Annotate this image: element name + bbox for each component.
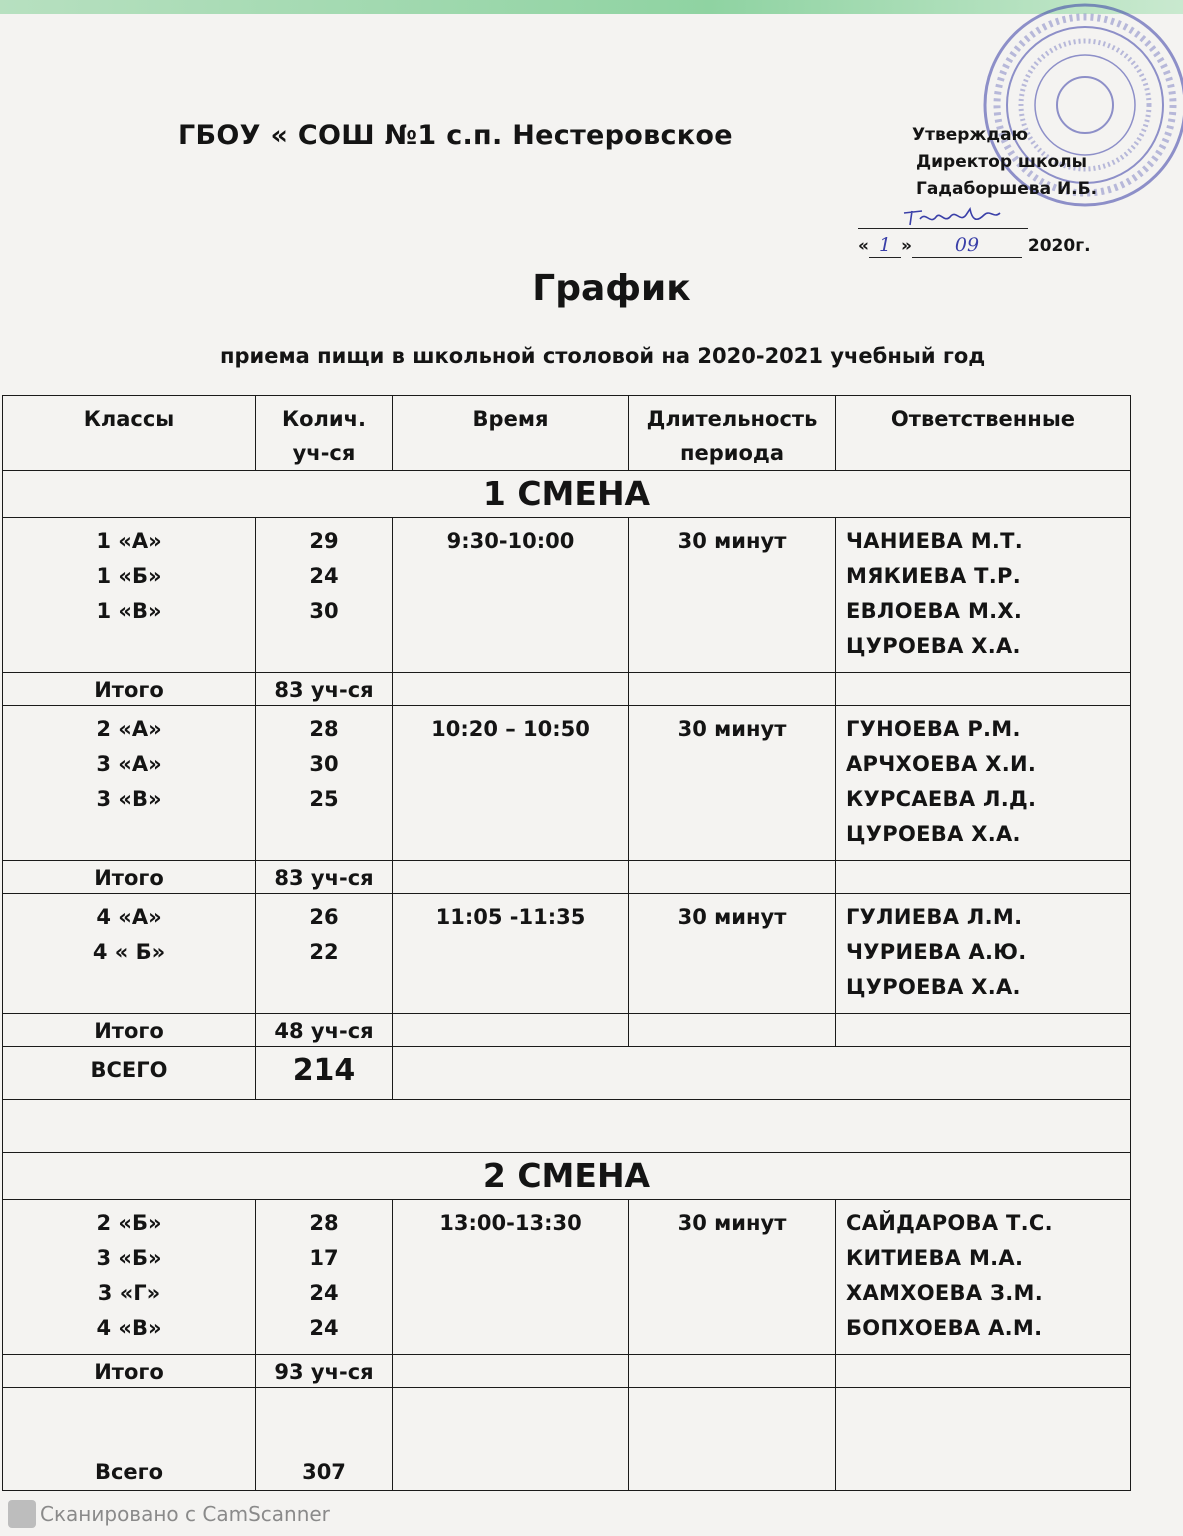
subtotal-label: Итого <box>3 673 256 706</box>
responsible-staff-line: ЦУРОЕВА Х.А. <box>846 975 1021 999</box>
spacer <box>3 1100 1131 1153</box>
table-header <box>3 396 1131 471</box>
responsible-staff-line: ГУЛИЕВА Л.М. <box>846 905 1023 929</box>
shift-row <box>3 471 1131 518</box>
table-row <box>3 518 1131 673</box>
subtotal-label: Итого <box>3 861 256 894</box>
meal-time: 9:30-10:00 <box>393 518 629 673</box>
empty <box>629 673 836 706</box>
document-subtitle: приема пищи в школьной столовой на 2020-2021 учебный год <box>220 344 986 368</box>
class-list-line: 4 «В» <box>96 1316 162 1340</box>
class-list-line: 3 «Г» <box>97 1281 161 1305</box>
subtotal-row <box>3 1355 1131 1388</box>
class-list-line: 3 «А» <box>96 752 162 776</box>
empty <box>836 1388 1131 1491</box>
subtotal-value: 83 уч-ся <box>256 673 393 706</box>
date-year: 2020г. <box>1027 236 1091 256</box>
camscanner-watermark <box>8 1500 330 1528</box>
responsible-staff <box>836 706 1131 861</box>
duration: 30 минут <box>629 706 836 861</box>
class-list <box>3 1200 256 1355</box>
approver-title: Директор школы <box>916 152 1088 172</box>
signature-line <box>858 228 1028 229</box>
header-duration: Длительность периода <box>629 396 836 471</box>
class-list-line: 1 «А» <box>96 529 162 553</box>
grand-total-value: 214 <box>256 1047 393 1100</box>
meal-time: 10:20 – 10:50 <box>393 706 629 861</box>
camscanner-logo-icon <box>8 1500 36 1528</box>
empty <box>836 673 1131 706</box>
student-counts-line: 30 <box>309 752 339 776</box>
approver-name: Гадаборшева И.Б. <box>916 179 1098 199</box>
empty <box>393 861 629 894</box>
header-responsible: Ответственные <box>836 396 1131 471</box>
empty <box>393 1047 1131 1100</box>
class-list-line: 3 «В» <box>96 787 162 811</box>
table-row <box>3 1200 1131 1355</box>
empty <box>393 1355 629 1388</box>
shift-row <box>3 1153 1131 1200</box>
shift-title: 2 СМЕНА <box>3 1153 1131 1200</box>
responsible-staff-line: ЦУРОЕВА Х.А. <box>846 634 1021 658</box>
class-list-line: 2 «А» <box>96 717 162 741</box>
grand-total-row <box>3 1388 1131 1491</box>
responsible-staff-line: САЙДАРОВА Т.С. <box>846 1211 1053 1235</box>
student-counts <box>256 706 393 861</box>
subtotal-row <box>3 1014 1131 1047</box>
schedule-table <box>2 395 1131 1491</box>
student-counts-line: 29 <box>309 529 339 553</box>
responsible-staff-line: ЕВЛОЕВА М.Х. <box>846 599 1023 623</box>
responsible-staff <box>836 894 1131 1014</box>
responsible-staff-line: ХАМХОЕВА З.М. <box>846 1281 1043 1305</box>
table-row <box>3 894 1131 1014</box>
responsible-staff <box>836 1200 1131 1355</box>
student-counts-line: 22 <box>309 940 339 964</box>
student-counts <box>256 518 393 673</box>
student-counts-line: 25 <box>309 787 339 811</box>
document-title: График <box>532 268 691 309</box>
subtotal-label: Итого <box>3 1355 256 1388</box>
student-counts <box>256 894 393 1014</box>
student-counts-line: 30 <box>309 599 339 623</box>
class-list <box>3 894 256 1014</box>
spacer-row <box>3 1100 1131 1153</box>
empty <box>836 861 1131 894</box>
responsible-staff-line: КУРСАЕВА Л.Д. <box>846 787 1037 811</box>
approve-label: Утверждаю <box>912 125 1029 145</box>
header-classes: Классы <box>3 396 256 471</box>
date-month: 09 <box>912 233 1022 258</box>
student-counts-line: 26 <box>309 905 339 929</box>
header-time: Время <box>393 396 629 471</box>
watermark-text: Сканировано с CamScanner <box>40 1502 330 1526</box>
meal-time: 11:05 -11:35 <box>393 894 629 1014</box>
empty <box>836 1014 1131 1047</box>
responsible-staff-line: БОПХОЕВА А.М. <box>846 1316 1043 1340</box>
responsible-staff-line: АРЧХОЕВА Х.И. <box>846 752 1037 776</box>
student-counts-line: 28 <box>309 1211 339 1235</box>
student-counts-line: 24 <box>309 1281 339 1305</box>
approval-block <box>912 122 1097 203</box>
responsible-staff-line: МЯКИЕВА Т.Р. <box>846 564 1021 588</box>
class-list <box>3 706 256 861</box>
duration: 30 минут <box>629 1200 836 1355</box>
responsible-staff-line: ЧАНИЕВА М.Т. <box>846 529 1024 553</box>
duration: 30 минут <box>629 518 836 673</box>
table-row <box>3 706 1131 861</box>
class-list <box>3 518 256 673</box>
class-list-line: 2 «Б» <box>96 1211 162 1235</box>
empty <box>393 1014 629 1047</box>
class-list-line: 3 «Б» <box>96 1246 162 1270</box>
grand-total-row <box>3 1047 1131 1100</box>
class-list-line: 4 « Б» <box>92 940 166 964</box>
date-day: 1 <box>869 233 901 258</box>
responsible-staff-line: ГУНОЕВА Р.М. <box>846 717 1021 741</box>
student-counts-line: 17 <box>309 1246 339 1270</box>
class-list-line: 4 «А» <box>96 905 162 929</box>
subtotal-value: 93 уч-ся <box>256 1355 393 1388</box>
grand-total-label: ВСЕГО <box>3 1047 256 1100</box>
grand-total-value: 307 <box>256 1388 393 1491</box>
duration: 30 минут <box>629 894 836 1014</box>
meal-time: 13:00-13:30 <box>393 1200 629 1355</box>
class-list-line: 1 «В» <box>96 599 162 623</box>
empty <box>629 1014 836 1047</box>
grand-total-label: Всего <box>3 1388 256 1491</box>
shift-title: 1 СМЕНА <box>3 471 1131 518</box>
student-counts-line: 28 <box>309 717 339 741</box>
class-list-line: 1 «Б» <box>96 564 162 588</box>
responsible-staff-line: ЦУРОЕВА Х.А. <box>846 822 1021 846</box>
responsible-staff-line: КИТИЕВА М.А. <box>846 1246 1024 1270</box>
school-name: ГБОУ « СОШ №1 с.п. Нестеровское <box>178 120 733 151</box>
student-counts <box>256 1200 393 1355</box>
student-counts-line: 24 <box>309 564 339 588</box>
empty <box>393 1388 629 1491</box>
empty <box>629 1388 836 1491</box>
subtotal-value: 83 уч-ся <box>256 861 393 894</box>
subtotal-label: Итого <box>3 1014 256 1047</box>
subtotal-row <box>3 673 1131 706</box>
empty <box>836 1355 1131 1388</box>
signature <box>900 205 1010 227</box>
subtotal-value: 48 уч-ся <box>256 1014 393 1047</box>
approval-date: « 1 » 09 2020г. <box>858 234 1091 256</box>
responsible-staff <box>836 518 1131 673</box>
empty <box>393 673 629 706</box>
subtotal-row <box>3 861 1131 894</box>
responsible-staff-line: ЧУРИЕВА А.Ю. <box>846 940 1027 964</box>
header-count: Колич. уч-ся <box>256 396 393 471</box>
empty <box>629 1355 836 1388</box>
student-counts-line: 24 <box>309 1316 339 1340</box>
empty <box>629 861 836 894</box>
